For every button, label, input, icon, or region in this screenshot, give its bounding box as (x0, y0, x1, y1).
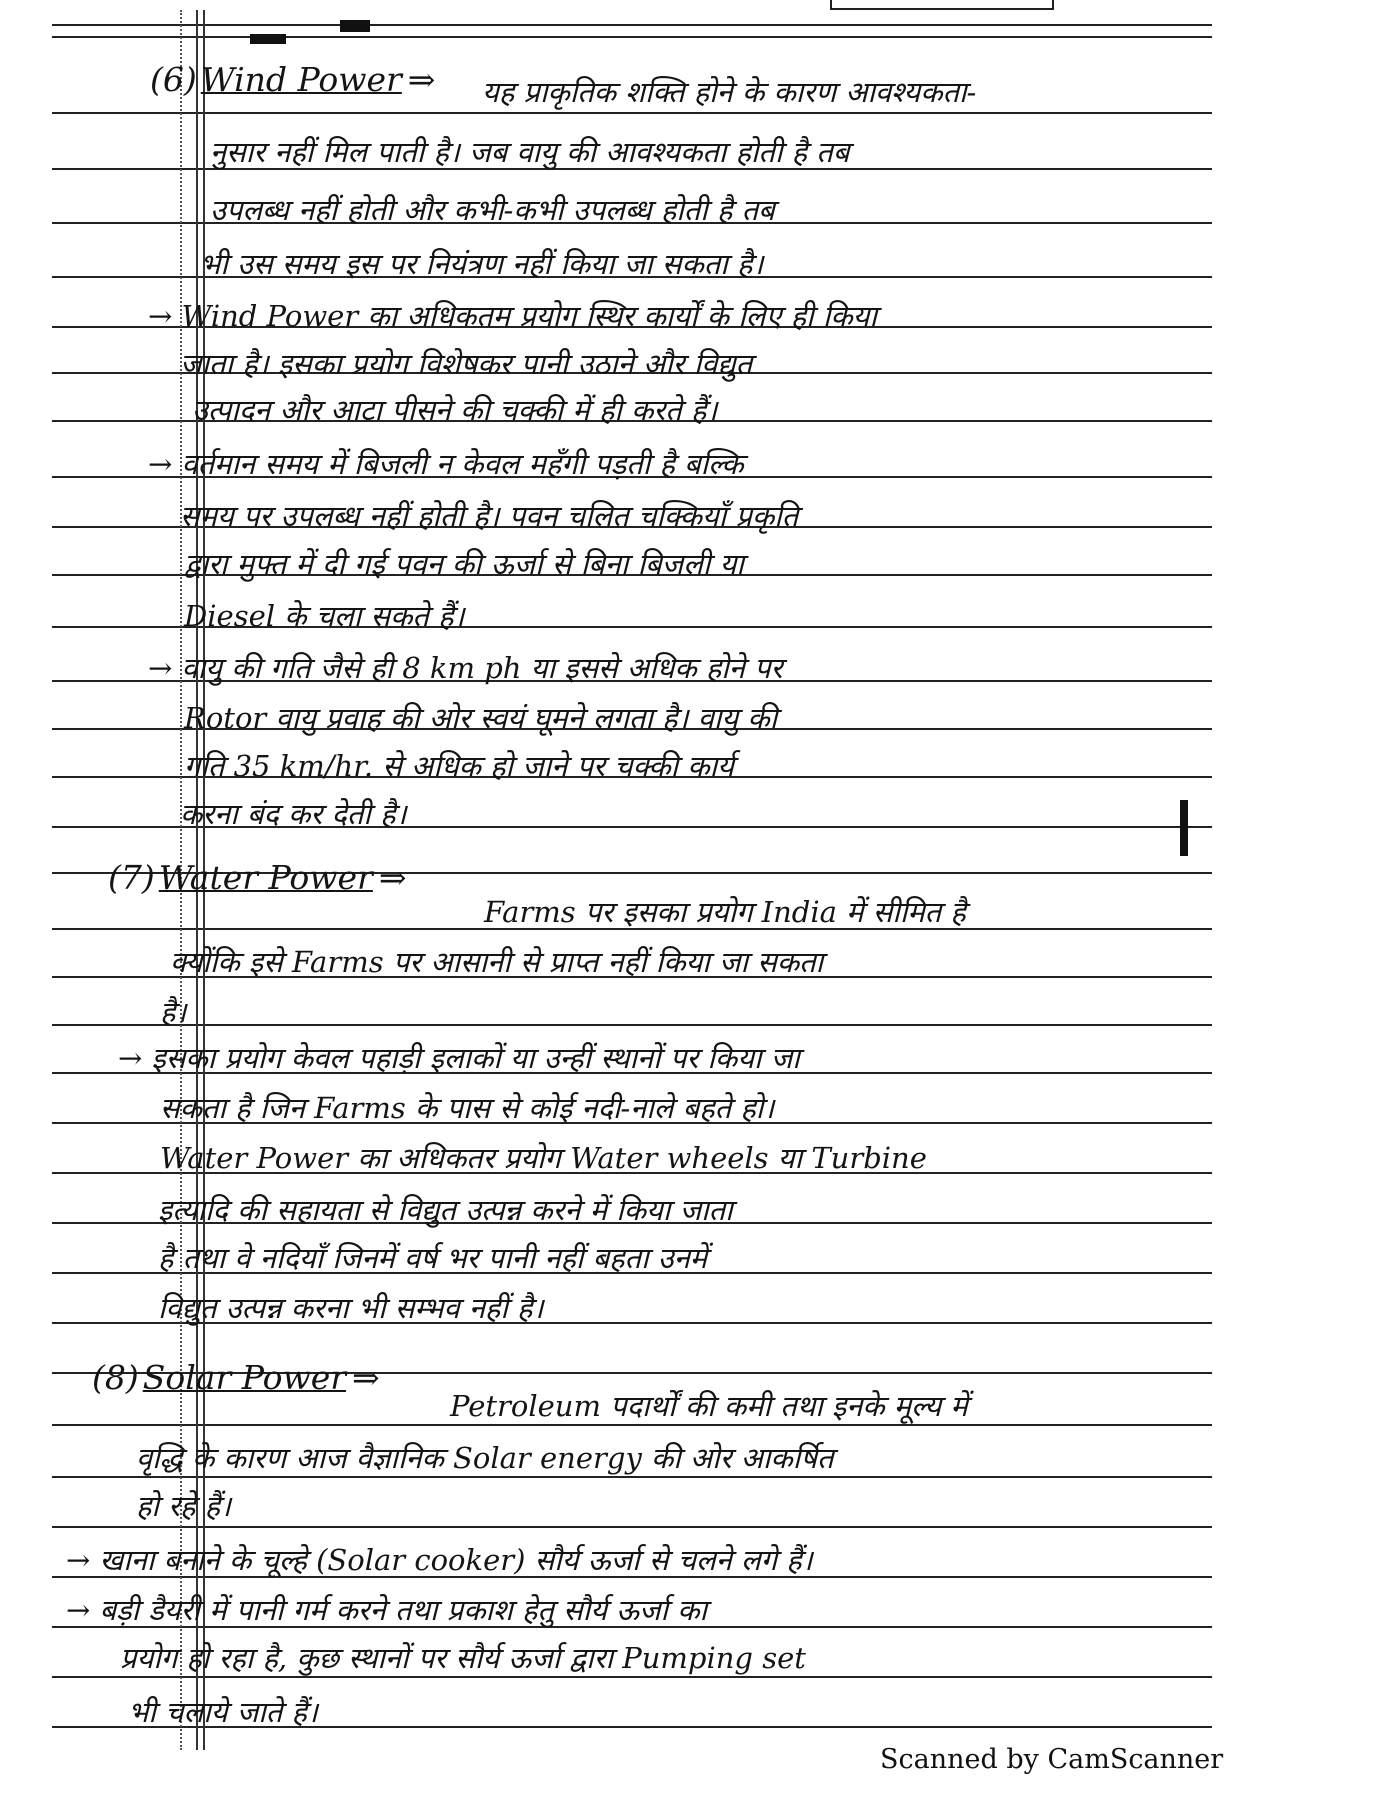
section-title: Solar Power (142, 1358, 347, 1397)
text-line: जाता है। इसका प्रयोग विशेषकर पानी उठाने और विद्युत (180, 347, 753, 381)
text-line: इत्यादि की सहायता से विद्युत उत्पन्न करने में किया जाता (158, 1193, 733, 1227)
ink-blot (250, 34, 286, 44)
text-line: Diesel के चला सकते हैं। (184, 599, 465, 633)
edge-mark (1180, 800, 1188, 856)
ruled-line (52, 1476, 1212, 1478)
text-line: है। (160, 995, 187, 1029)
section-title: Water Power (158, 858, 373, 897)
ruled-line (52, 36, 1212, 38)
ruled-line (52, 24, 1212, 26)
text-line: → वर्तमान समय में बिजली न केवल महँगी पड़ती है बल्कि (148, 447, 744, 481)
arrow-icon: ⇒ (352, 1358, 380, 1397)
ruled-line (52, 1526, 1212, 1528)
scanner-watermark: Scanned by CamScanner (880, 1744, 1224, 1775)
text-line: उत्पादन और आटा पीसने की चक्की में ही करते हैं। (192, 393, 718, 427)
text-line: उपलब्ध नहीं होती और कभी-कभी उपलब्ध होती है तब (210, 193, 775, 227)
text-line: सकता है जिन Farms के पास से कोई नदी-नाले बहते हो। (160, 1091, 775, 1125)
text-line: भी उस समय इस पर नियंत्रण नहीं किया जा सकता है। (200, 247, 764, 281)
section-number: (6) (150, 60, 197, 99)
text-line: → इसका प्रयोग केवल पहाड़ी इलाकों या उन्हीं स्थानों पर किया जा (118, 1041, 800, 1075)
ruled-line (52, 1424, 1212, 1426)
section-number: (7) (108, 858, 155, 897)
section-heading-solar-power (92, 1358, 380, 1398)
text-line: है तथा वे नदियाँ जिनमें वर्ष भर पानी नहीं बहता उनमें (158, 1241, 708, 1275)
text-line: Water Power का अधिकतर प्रयोग Water wheels या Turbine (160, 1141, 927, 1175)
text-line: वृद्धि के कारण आज वैज्ञानिक Solar energy की ओर आकर्षित (136, 1441, 834, 1475)
section-first-line: यह प्राकृतिक शक्ति होने के कारण आवश्यकता- (482, 75, 977, 109)
text-line: प्रयोग हो रहा है, कुछ स्थानों पर सौर्य ऊर्जा द्वारा Pumping set (120, 1641, 806, 1675)
text-line: Rotor वायु प्रवाह की ओर स्वयं घूमने लगता है। वायु की (184, 701, 778, 735)
text-line: करना बंद कर देती है। (180, 797, 407, 831)
arrow-icon: ⇒ (378, 858, 407, 897)
ruled-line (52, 1676, 1212, 1678)
text-line: द्वारा मुफ्त में दी गई पवन की ऊर्जा से बिना बिजली या (184, 547, 744, 581)
section-heading-water-power (108, 858, 406, 898)
text-line: हो रहे हैं। (136, 1489, 231, 1523)
text-line: नुसार नहीं मिल पाती है। जब वायु की आवश्यकता होती है तब (210, 135, 850, 169)
section-first-line: Petroleum पदार्थों की कमी तथा इनके मूल्य में (450, 1389, 968, 1423)
arrow-icon: ⇒ (407, 60, 436, 99)
text-line: विद्युत उत्पन्न करना भी सम्भव नहीं है। (158, 1291, 544, 1325)
text-line: भी चलाये जाते हैं। (128, 1695, 318, 1729)
section-first-line: Farms पर इसका प्रयोग India में सीमित है (484, 895, 966, 929)
text-line: → वायु की गति जैसे ही 8 km ph या इससे अधिक होने पर (148, 651, 783, 685)
ruled-line (52, 1024, 1212, 1026)
text-line: गति 35 km/hr. से अधिक हो जाने पर चक्की कार्य (184, 749, 734, 783)
text-line: क्योंकि इसे Farms पर आसानी से प्राप्त नहीं किया जा सकता (170, 945, 824, 979)
section-number: (8) (92, 1358, 139, 1397)
header-box (830, 0, 1054, 10)
text-line: → बड़ी डैयरी में पानी गर्म करने तथा प्रकाश हेतु सौर्य ऊर्जा का (66, 1593, 708, 1627)
section-title: Wind Power (200, 60, 402, 99)
text-line: → Wind Power का अधिकतम प्रयोग स्थिर कार्यों के लिए ही किया (148, 299, 877, 333)
ruled-line (52, 112, 1212, 114)
text-line: → खाना बनाने के चूल्हे (Solar cooker) सौर्य ऊर्जा से चलने लगे हैं। (66, 1543, 813, 1577)
section-heading-wind-power (150, 60, 435, 100)
ink-blot (340, 20, 370, 32)
text-line: समय पर उपलब्ध नहीं होती है। पवन चलित चक्कियाँ प्रकृति (180, 499, 799, 533)
